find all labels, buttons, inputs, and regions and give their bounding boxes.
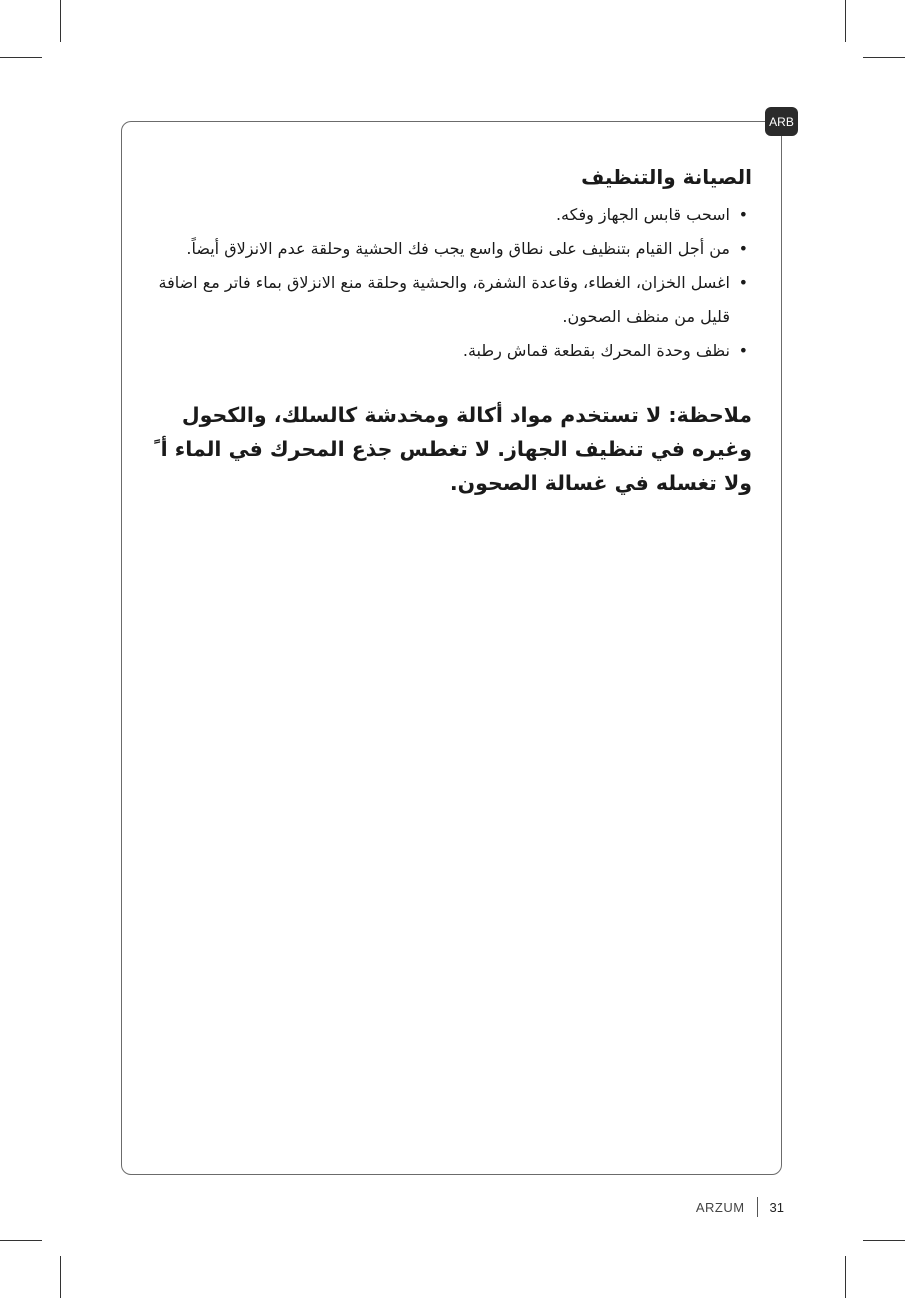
warning-note: ملاحظة: لا تستخدم مواد أكالة ومخدشة كالسلك، والكحول وغيره في تنظيف الجهاز. لا تغطس جذع المحرك في الماء أ ً ولا تغسله في غسالة الصحون. [153, 403, 752, 495]
crop-mark [0, 1240, 42, 1241]
page-content [150, 160, 752, 521]
list-item: • من أجل القيام بتنظيف على نطاق واسع يجب فك الحشية وحلقة عدم الانزلاق أيضاً. [150, 232, 752, 266]
instruction-list [150, 198, 752, 368]
crop-mark [60, 0, 61, 42]
footer-divider [757, 1197, 758, 1217]
section-title: الصيانة والتنظيف [581, 165, 752, 189]
crop-mark [60, 1256, 61, 1298]
crop-mark [845, 1256, 846, 1298]
page-number: 31 [769, 1199, 784, 1215]
language-tab: ARB [765, 107, 798, 136]
crop-mark [845, 0, 846, 42]
crop-mark [863, 57, 905, 58]
page-footer [696, 1196, 784, 1218]
list-item: • اغسل الخزان، الغطاء، وقاعدة الشفرة، والحشية وحلقة منع الانزلاق بماء فاتر مع اضافة قليل من منظف الصحون. [150, 266, 752, 334]
list-item: • نظف وحدة المحرك بقطعة قماش رطبة. [150, 334, 752, 368]
crop-mark [863, 1240, 905, 1241]
list-item: • اسحب قابس الجهاز وفكه. [150, 198, 752, 232]
brand-name: ARZUM [695, 1199, 745, 1215]
crop-mark [0, 57, 42, 58]
